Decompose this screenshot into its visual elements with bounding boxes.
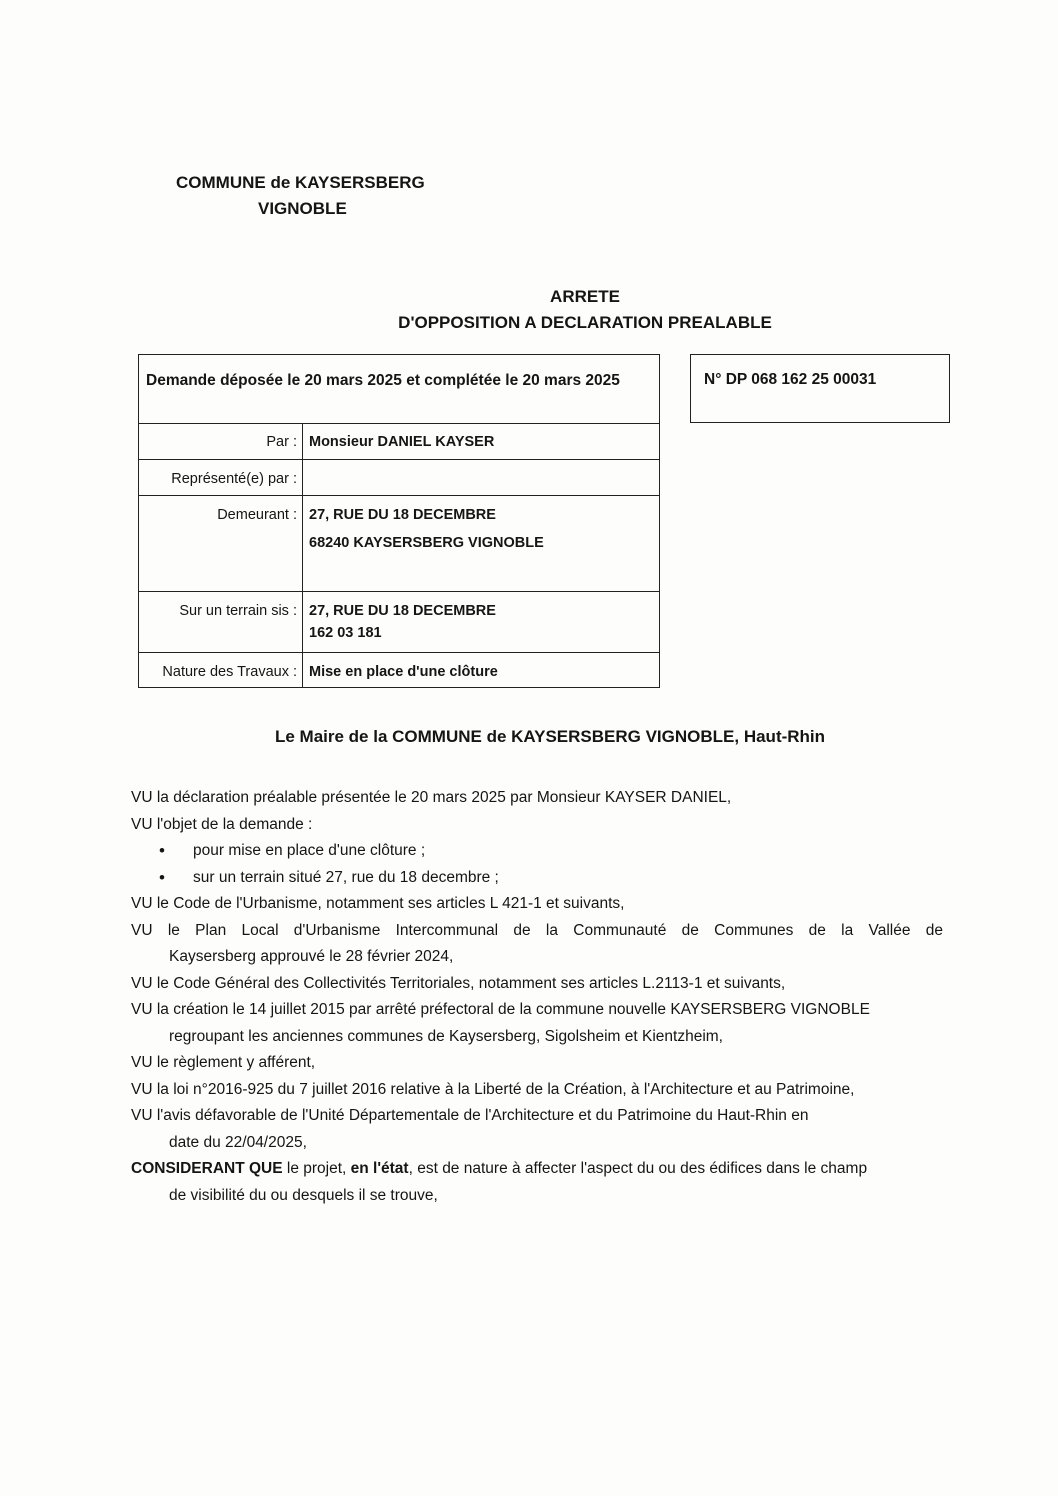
request-table xyxy=(138,354,660,688)
title-line1: ARRETE xyxy=(550,287,620,306)
plot-label: Sur un terrain sis : xyxy=(179,603,297,619)
row-divider xyxy=(139,423,659,424)
row-divider xyxy=(139,459,659,460)
applicant-label: Par : xyxy=(266,434,297,450)
visa-line: VU la loi n°2016-925 du 7 juillet 2016 relative à la Liberté de la Création, à l'Architecture et au Patrimoine, xyxy=(131,1080,855,1098)
considering-emphasis: en l'état xyxy=(350,1160,409,1177)
file-number: N° DP 068 162 25 00031 xyxy=(704,371,877,388)
visa-line: VU l'objet de la demande : xyxy=(131,815,313,833)
works-nature-value: Mise en place d'une clôture xyxy=(309,664,498,680)
document-title xyxy=(380,284,790,336)
visas-section xyxy=(131,785,943,1209)
commune-name-line2: VIGNOBLE xyxy=(258,199,347,218)
visa-line: VU le Code de l'Urbanisme, notamment ses articles L 421-1 et suivants, xyxy=(131,895,625,912)
plot-line2: 162 03 181 xyxy=(309,625,382,641)
row-divider xyxy=(139,591,659,592)
address-line2: 68240 KAYSERSBERG VIGNOBLE xyxy=(309,535,544,551)
column-divider xyxy=(302,423,303,688)
considering-text: le projet, xyxy=(282,1160,351,1177)
visa-line: date du 22/04/2025, xyxy=(169,1133,307,1151)
visa-line: Kaysersberg approuvé le 28 février 2024, xyxy=(169,948,454,965)
visa-line: VU le Plan Local d'Urbanisme Intercommunal de la Communauté de Communes de la Vallée de xyxy=(131,921,943,939)
address-label: Demeurant : xyxy=(217,507,297,523)
commune-header xyxy=(176,170,436,222)
representative-label: Représenté(e) par : xyxy=(171,471,297,487)
visa-line: regroupant les anciennes communes de Kaysersberg, Sigolsheim et Kientzheim, xyxy=(169,1027,723,1045)
plot-line1: 27, RUE DU 18 DECEMBRE xyxy=(309,603,496,619)
works-nature-label: Nature des Travaux : xyxy=(162,664,297,680)
file-number-box xyxy=(690,354,950,423)
applicant-value: Monsieur DANIEL KAYSER xyxy=(309,434,495,450)
considering-keyword: CONSIDERANT QUE xyxy=(131,1160,283,1177)
visa-line: VU le règlement y afférent, xyxy=(131,1054,316,1071)
commune-name-line1: COMMUNE de KAYSERSBERG xyxy=(176,173,425,192)
title-line2: D'OPPOSITION A DECLARATION PREALABLE xyxy=(398,313,772,332)
considering-text: , est de nature à affecter l'aspect du ou des édifices dans le champ xyxy=(408,1160,868,1177)
list-item: • sur un terrain situé 27, rue du 18 decembre ; xyxy=(131,865,943,892)
row-divider xyxy=(139,652,659,653)
mayor-heading: Le Maire de la COMMUNE de KAYSERSBERG VIGNOBLE, Haut-Rhin xyxy=(274,727,826,746)
list-item: • pour mise en place d'une clôture ; xyxy=(131,838,943,865)
considering-line xyxy=(131,1156,943,1183)
visa-line: VU la déclaration préalable présentée le 20 mars 2025 par Monsieur KAYSER DANIEL, xyxy=(131,789,732,806)
considering-line: de visibilité du ou desquels il se trouve, xyxy=(169,1186,438,1204)
visa-line: VU la création le 14 juillet 2015 par arrêté préfectoral de la commune nouvelle KAYSERSBERG VIGNOBLE xyxy=(131,1001,870,1018)
address-line1: 27, RUE DU 18 DECEMBRE xyxy=(309,507,496,523)
visa-line: VU l'avis défavorable de l'Unité Départementale de l'Architecture et du Patrimoine du Haut-Rhin en xyxy=(131,1107,809,1124)
visa-line: VU le Code Général des Collectivités Territoriales, notamment ses articles L.2113-1 et suivants, xyxy=(131,974,786,992)
row-divider xyxy=(139,495,659,496)
request-date: Demande déposée le 20 mars 2025 et complétée le 20 mars 2025 xyxy=(146,372,620,389)
